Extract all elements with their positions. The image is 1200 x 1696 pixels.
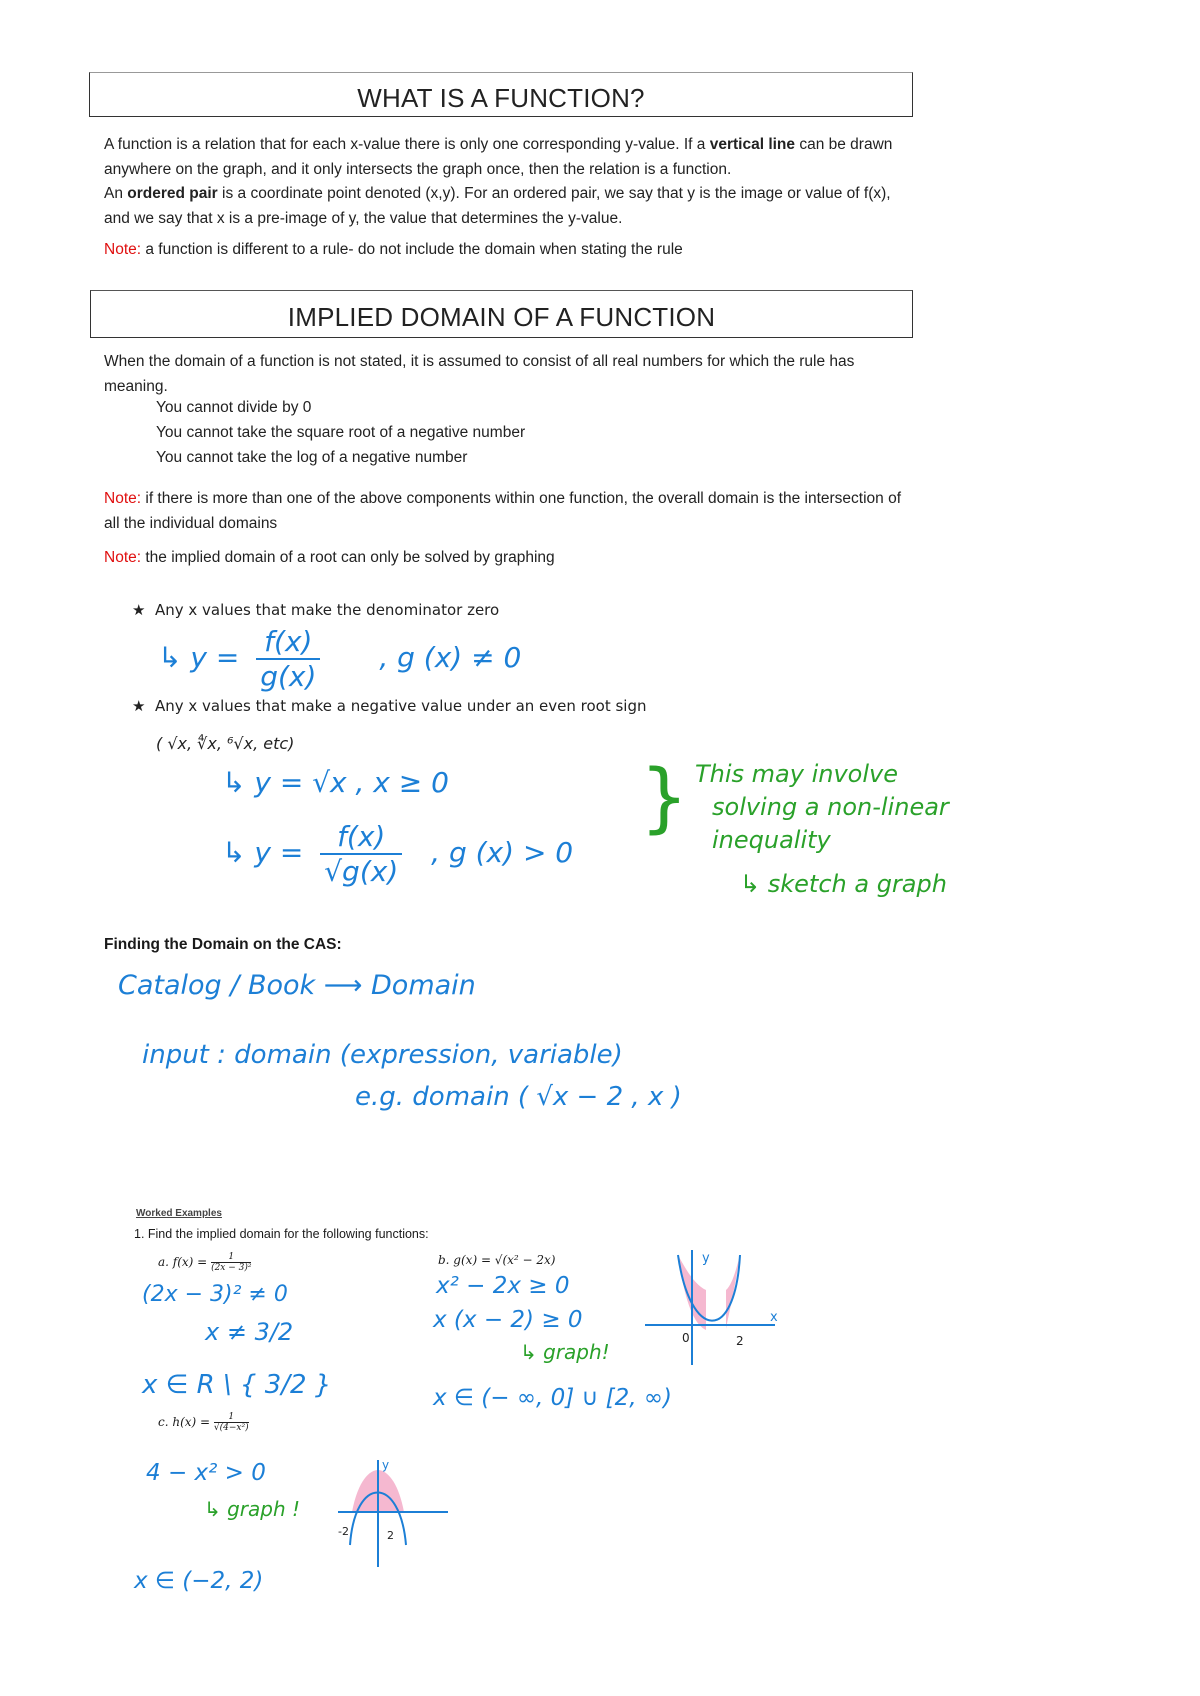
- note-text: a function is different to a rule- do not include the domain when stating the rule: [141, 241, 683, 258]
- def-text-1: A function is a relation that for each x-value there is only one corresponding y-value. If a: [104, 136, 710, 153]
- hw-arrow-y: ↳ y =: [158, 641, 240, 674]
- func-a: [158, 1252, 251, 1273]
- func-c: [158, 1412, 249, 1433]
- func-b: b. g(x) = √(x² − 2x): [438, 1253, 556, 1267]
- rule-item: You cannot take the log of a negative number: [156, 449, 468, 466]
- rule-item: You cannot divide by 0: [156, 399, 312, 416]
- hw-fraction: [320, 820, 402, 888]
- def-text-4: is a coordinate point denoted (x,y). For an ordered pair, we say that y is the image or value of f(x), and we say that x is a pre-image of y, the value that determines the y-value.: [104, 185, 891, 227]
- hw-b-answer: x ∈ (− ∞, 0] ∪ [2, ∞): [433, 1385, 673, 1411]
- hw-condition: , g (x) > 0: [431, 836, 574, 869]
- graph-b-y-label: y: [702, 1251, 710, 1266]
- hw-b-step2: x (x − 2) ≥ 0: [433, 1307, 583, 1333]
- func-c-frac: [214, 1412, 249, 1433]
- hw-condition: , g (x) ≠ 0: [379, 641, 522, 674]
- hw-num: f(x): [320, 820, 402, 855]
- graph-c-parabola: [330, 1455, 455, 1575]
- hw-c-answer: x ∈ (−2, 2): [134, 1568, 264, 1594]
- func-a-num: 1: [211, 1252, 251, 1263]
- graph-b-parabola: [640, 1245, 790, 1375]
- hw-brace: }: [640, 752, 689, 841]
- func-c-den: √(4−x²): [213, 1423, 249, 1433]
- root-examples: ( √x, ∜x, ⁶√x, etc): [156, 734, 295, 753]
- hw-green-note-1: This may involve: [695, 760, 898, 788]
- note-label: Note:: [104, 490, 142, 507]
- hw-a-answer: x ∈ R \ { 3/2 }: [142, 1370, 332, 1400]
- graph-c-two: 2: [387, 1529, 394, 1542]
- section-heading-domain: [90, 290, 913, 338]
- section-heading-function: [89, 72, 913, 117]
- hw-b-step1: x² − 2x ≥ 0: [436, 1273, 570, 1299]
- hw-denominator-rule: [158, 625, 521, 693]
- worked-question: 1. Find the implied domain for the following functions:: [134, 1227, 429, 1241]
- hw-green-note-4: ↳ sketch a graph: [740, 870, 947, 898]
- hw-cas-example: e.g. domain ( √x − 2 , x ): [355, 1082, 682, 1112]
- func-c-num: 1: [214, 1412, 249, 1423]
- hw-green-note-3: inequality: [712, 826, 831, 854]
- domain-rules-list: [156, 395, 525, 470]
- hw-a-step2: x ≠ 3/2: [205, 1318, 294, 1346]
- hw-den: √g(x): [324, 855, 399, 888]
- note-root-graphing: [104, 546, 914, 571]
- bullet-text: Any x values that make the denominator zero: [155, 601, 500, 619]
- hw-sqrt-rule: ↳ y = √x , x ≥ 0: [222, 766, 449, 799]
- note-intersection: [104, 487, 914, 536]
- note-text: the implied domain of a root can only be solved by graphing: [141, 549, 555, 566]
- bullet-text: Any x values that make a negative value under an even root sign: [155, 697, 647, 715]
- note-label: Note:: [104, 549, 142, 566]
- func-c-label: c. h(x) =: [158, 1415, 211, 1429]
- domain-intro: When the domain of a function is not stated, it is assumed to consist of all real numbers for which the rule has meaning.: [104, 353, 855, 395]
- func-a-frac: [211, 1252, 251, 1273]
- hw-fraction: [256, 625, 320, 693]
- hw-num: f(x): [256, 625, 320, 660]
- bullet-denominator: [132, 601, 499, 619]
- def-bold-vertical-line: vertical line: [709, 136, 796, 153]
- note-function-rule: [104, 238, 914, 263]
- star-icon: ★: [132, 697, 146, 715]
- hw-cas-path: Catalog / Book ⟶ Domain: [118, 970, 476, 1001]
- rule-item: You cannot take the square root of a negative number: [156, 424, 526, 441]
- graph-c-y-label: y: [382, 1458, 390, 1472]
- note-label: Note:: [104, 241, 142, 258]
- star-icon: ★: [132, 601, 146, 619]
- hw-c-graph-note: ↳ graph !: [204, 1497, 301, 1521]
- function-definition: [104, 133, 914, 231]
- def-text-2: can be drawn anywhere on the graph, and it only intersects the graph once, then the relation is a function.: [104, 136, 893, 178]
- graph-b-x-label: x: [770, 1310, 778, 1325]
- func-a-label: a. f(x) =: [158, 1255, 208, 1269]
- hw-b-graph-note: ↳ graph!: [520, 1340, 610, 1364]
- graph-b-zero: 0: [682, 1331, 690, 1345]
- hw-sqrt-fraction-rule: [222, 820, 573, 888]
- func-a-den: (2x − 3)²: [211, 1263, 252, 1273]
- def-bold-ordered-pair: ordered pair: [127, 185, 218, 202]
- graph-b-two: 2: [736, 1334, 744, 1348]
- hw-green-note-2: solving a non-linear: [712, 793, 949, 821]
- worked-examples-label: Worked Examples: [136, 1208, 222, 1219]
- section-title-domain: IMPLIED DOMAIN OF A FUNCTION: [287, 302, 716, 332]
- hw-den: g(x): [260, 660, 317, 693]
- hw-a-step1: (2x − 3)² ≠ 0: [142, 1282, 288, 1307]
- hw-arrow-y: ↳ y =: [222, 836, 304, 869]
- graph-c-minus-two: -2: [338, 1525, 349, 1538]
- def-text-3: An: [104, 185, 128, 202]
- hw-cas-input: input : domain (expression, variable): [142, 1040, 623, 1070]
- hw-c-step1: 4 − x² > 0: [146, 1460, 266, 1486]
- section-title-function: WHAT IS A FUNCTION?: [357, 83, 645, 113]
- bullet-even-root: [132, 697, 647, 715]
- note-text: if there is more than one of the above components within one function, the overall domain is the intersection of all the individual domains: [104, 490, 902, 532]
- cas-heading: Finding the Domain on the CAS:: [104, 936, 342, 953]
